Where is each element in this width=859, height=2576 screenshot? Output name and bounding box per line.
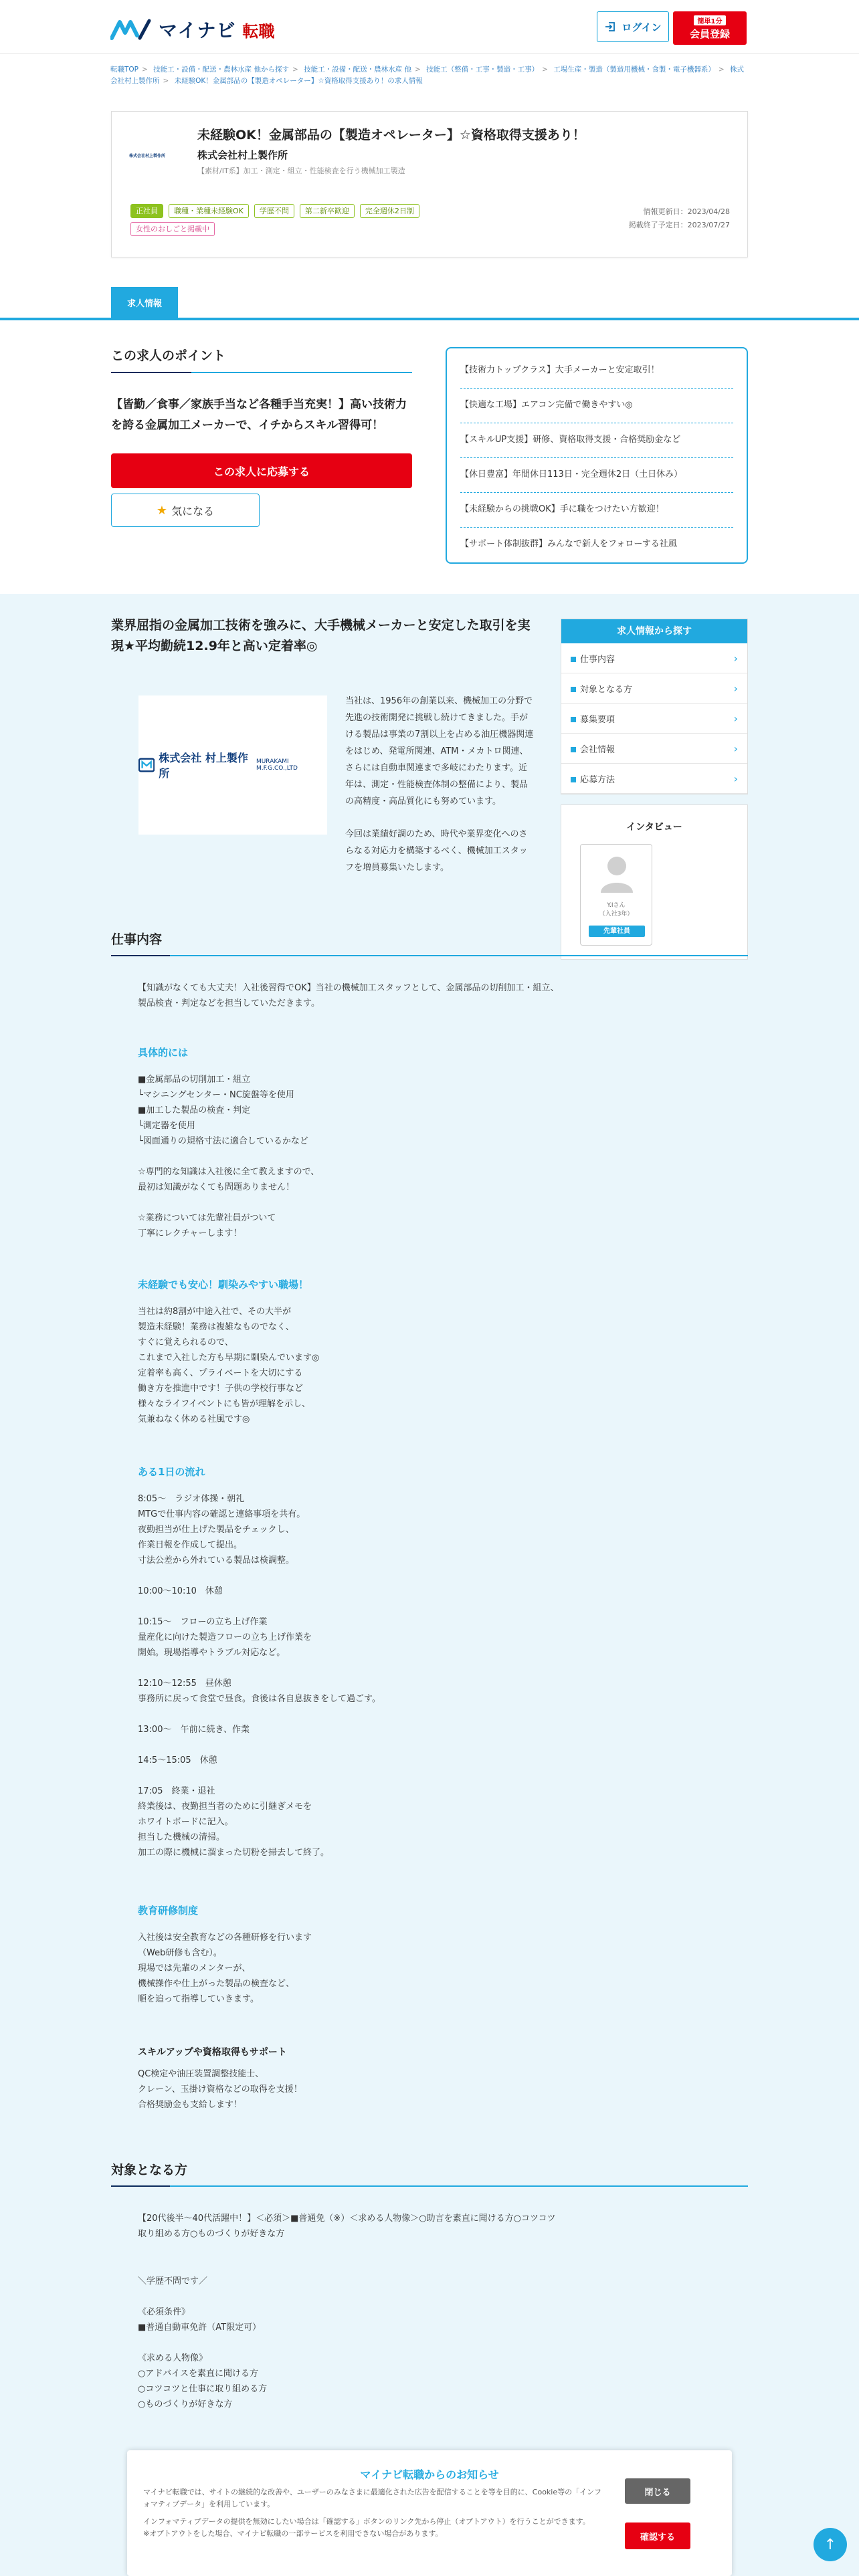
company-image <box>138 695 327 835</box>
cookie-title: マイナビ転職からのお知らせ <box>360 2468 499 2481</box>
side-nav <box>561 619 748 794</box>
star-icon: ★ <box>156 503 168 518</box>
chevron-right-icon: › <box>733 681 738 695</box>
intro-paragraph: 当社は、1956年の創業以来、機械加工の分野で先進の技術開発に挑戦し続けてきました。手がける製品は事業の7割以上を占める油圧機器関連をはじめ、発電所関連、ATM・メカトロ関連、さらには自動車関連まで多岐にわたります。近年は、測定・性能検査体制の整備により、製品の高精度・高品質化にも努めています。 <box>345 696 534 807</box>
breadcrumb-item[interactable]: 転職TOP <box>110 66 139 74</box>
work-sub-title: 具体的には <box>138 1047 189 1059</box>
intro-text <box>345 693 534 876</box>
target-divider <box>111 2185 748 2187</box>
work-sub-body: 入社後は安全教育などの各種研修を行います （Web研修も含む）。 現場では先輩のメンターが、 機械操作や仕上がった製品の検査など、 順を追って指導していきます。 <box>138 1933 312 2004</box>
side-nav-item-requirements[interactable]: 募集要項 › <box>561 704 747 734</box>
work-sub-title: ある1日の流れ <box>138 1466 205 1478</box>
tag: 第二新卒歓迎 <box>300 204 355 218</box>
work-divider <box>111 955 748 956</box>
tag: 学歴不問 <box>254 204 294 218</box>
register-label: 会員登録 <box>689 28 730 40</box>
target-title: 対象となる方 <box>111 2163 188 2177</box>
intro-headline-wrap <box>111 615 533 657</box>
cookie-close-button[interactable]: 閉じる <box>625 2478 690 2504</box>
work-sub-body: QC検定や油圧装置調整技能士、 クレーン、玉掛け資格などの取得を支援！ 合格奨励金も支給します！ <box>138 2069 302 2110</box>
chevron-right-icon: › <box>733 712 738 725</box>
tag[interactable]: 女性のおしごと掲載中 <box>130 222 215 236</box>
point-item: 【快適な工場】エアコン完備で働きやすい◎ <box>460 389 733 423</box>
company-name[interactable]: 株式会社村上製作所 <box>197 149 288 161</box>
site-header <box>0 0 859 53</box>
favorite-label: 気になる <box>171 504 215 518</box>
tag: 正社員 <box>130 204 163 218</box>
breadcrumb-item[interactable]: 技能工・設備・配送・農林水産 他から探す <box>153 66 290 74</box>
job-category: 【素材/IT系】加工・測定・組立・性能検査を行う機械加工製造 <box>197 167 405 175</box>
side-nav-item-apply[interactable]: 応募方法 › <box>561 764 747 794</box>
target-lead: 【20代後半～40代活躍中！】＜必須＞■普通免（※）＜求める人物像＞○助言を素直に聞ける方○コツコツ取り組める方○ものづくりが好きな方 <box>138 2214 556 2239</box>
work-sub-body: 当社は約8割が中途入社で、その大半が 製造未経験！業務は複雑なものでなく、 すぐに覚えられるので、 これまで入社した方も早期に馴染んでいます◎ 定着率も高く、プライベートを大切にする 働き方を推進中です！子供の学校行事など 様々なライフイベントにも皆が理解を示し、 気兼ねなく休める社風です◎ <box>138 1307 320 1424</box>
side-nav-title: 求人情報から探す <box>561 619 747 643</box>
breadcrumb-item[interactable]: 工場生産・製造（製造用機械・食製・電子機器系） <box>553 66 715 74</box>
interview-title: インタビュー <box>626 822 682 833</box>
company-mark-icon <box>138 758 155 772</box>
avatar-icon <box>599 853 634 893</box>
company-image-logo: 株式会社 村上製作所 <box>159 752 248 780</box>
work-sub-title: 未経験でも安心！馴染みやすい職場！ <box>138 1279 309 1291</box>
job-summary-card <box>111 111 748 257</box>
points-divider <box>111 372 412 373</box>
side-nav-item-target[interactable]: 対象となる方 › <box>561 673 747 704</box>
work-sub-title: 教育研修制度 <box>138 1905 199 1917</box>
register-button[interactable] <box>673 11 747 45</box>
breadcrumb-current: 未経験OK！金属部品の【製造オペレーター】☆資格取得支援あり！の求人情報 <box>174 77 423 85</box>
date-updated: 情報更新日：2023/04/28 <box>643 207 730 216</box>
tag: 職種・業種未経験OK <box>169 204 249 218</box>
point-item: 【未経験からの挑戦OK】手に職をつけたい方歓迎！ <box>460 493 733 528</box>
interview-card[interactable] <box>580 844 652 946</box>
job-tags <box>130 204 505 236</box>
target-body: ＼学歴不問です／ 《必須条件》 ■普通自動車免許（AT限定可） 《求める人物像》 ○アドバイスを素直に聞ける方 ○コツコツと仕事に取り組める方 ○ものづくりが好きな方 <box>138 2276 268 2409</box>
cookie-confirm-button[interactable]: 確認する <box>625 2523 690 2549</box>
company-image-logo-en: MURAKAMI M.F.G.CO.,LTD <box>256 758 298 772</box>
back-to-top-button[interactable] <box>814 2528 847 2561</box>
interview-badge: 先輩社員 <box>589 926 645 937</box>
point-item: 【休日豊富】年間休日113日・完全週休2日（土日休み） <box>460 458 733 493</box>
cookie-paragraph: インフォマティブデータの提供を無効にしたい場合は「確認する」ボタンのリンク先から停止（オプトアウト）を行うことができます。 ※オプトアウトをした場合、マイナビ転職の一部サービスを利用できない場合があります。 <box>143 2517 590 2538</box>
point-item: 【技術力トップクラス】大手メーカーと安定取引！ <box>460 354 733 389</box>
side-nav-item-work[interactable]: 仕事内容 › <box>561 643 747 673</box>
login-label: ログイン <box>622 21 662 33</box>
point-item: 【スキルUP支援】研修、資格取得支援・合格奨励金など <box>460 423 733 458</box>
work-title: 仕事内容 <box>111 932 163 947</box>
chevron-right-icon: › <box>733 651 738 665</box>
login-icon <box>604 21 616 33</box>
cookie-paragraph: マイナビ転職では、サイトの継続的な改善や、ユーザーのみなさまに最適化された広告を配信することを等を目的に、Cookie等の「インフォマティブデータ」を利用しています。 <box>143 2488 602 2508</box>
tab-bar <box>0 287 859 320</box>
mynavi-logo-icon <box>110 18 152 41</box>
interview-box <box>561 804 748 960</box>
favorite-button[interactable] <box>111 494 260 527</box>
interview-name: Y.Iさん （入社3年） <box>599 902 634 918</box>
points-title: この求人のポイント <box>111 348 226 363</box>
work-lead: 【知識がなくても大丈夫！入社後習得でOK】当社の機械加工スタッフとして、金属部品の切削加工・組立、製品検査・判定などを担当していただきます。 <box>138 983 559 1008</box>
chevron-right-icon: › <box>733 742 738 755</box>
work-sub-body: ■金属部品の切削加工・組立 └マシニングセンター・NC旋盤等を使用 ■加工した製品の検査・判定 └測定器を使用 └図面通りの規格寸法に適合しているかなど ☆専門的な知識は入社後に全て教えますので、 最初は知識がなくても問題ありません！ ☆業務については先輩社員がついて 丁寧にレクチャーします！ <box>138 1075 320 1239</box>
cookie-banner <box>127 2450 732 2576</box>
brand-name: マイナビ <box>159 19 236 41</box>
side-nav-item-company[interactable]: 会社情報 › <box>561 734 747 764</box>
job-title: 未経験OK！金属部品の【製造オペレーター】☆資格取得支援あり！ <box>197 128 585 142</box>
breadcrumb-item[interactable]: 技能工・設備・配送・農林水産 他 <box>304 66 412 74</box>
job-dates <box>629 205 730 232</box>
login-button[interactable] <box>597 11 669 42</box>
site-logo[interactable] <box>110 16 274 43</box>
company-logo: 株式会社村上製作所 <box>129 153 166 158</box>
apply-button[interactable]: この求人に応募する <box>111 453 412 488</box>
intro-paragraph: 今回は業績好調のため、時代や業界変化へのさらなる対応力を構築するべく、機械加工スタッフを増員募集いたします。 <box>345 829 528 873</box>
points-list <box>446 347 748 564</box>
tab-job-info[interactable]: 求人情報 <box>111 287 178 318</box>
date-end: 掲載終了予定日：2023/07/27 <box>628 221 730 229</box>
work-sub-body: 8:05～ ラジオ体操・朝礼 MTGで仕事内容の確認と連絡事項を共有。 夜勤担当が仕上げた製品をチェックし、 作業日報を作成して提出。 寸法公差から外れている製品は検調整。 10:00～10:10 休憩 10:15～ フローの立ち上げ作業 量産化に向けた製造フローの立ち上げ作業を 開始。現場指導やトラブル対応など。 12:10～12:55 昼休憩 事務所に戻って食堂で昼食。食後は各自息抜きをして過ごす。 13:00～ 午前に続き、作業 14:5～15:05 休憩 17:05 終業・退社 終業後は、夜勤担当者のために引継ぎメモを ホワイトボードに記入。 担当した機械の清掃。 加工の際に機械に溜まった切粉を掃去して終了。 <box>138 1494 381 1858</box>
breadcrumb: 転職TOP > 技能工・設備・配送・農林水産 他から探す > 技能工・設備・配送・農林水産 他 > 技能工（整備・工事・製造・工事） > 工場生産・製造（製造用機械・食製・電子機器系） > 株式会社村上製作所 > 未経験OK！金属部品の【製造オペレーター】☆資格取得支援あり！の求人情報 <box>110 66 744 85</box>
breadcrumb-item[interactable]: 技能工（整備・工事・製造・工事） <box>426 66 539 74</box>
arrow-up-icon: ↑ <box>824 2536 837 2553</box>
work-sub-title: スキルアップや資格取得もサポート <box>138 2047 287 2058</box>
breadcrumb-item[interactable]: 株式会社村上製作所 <box>110 66 744 85</box>
point-item: 【サポート体制抜群】みんなで新人をフォローする社風 <box>460 539 677 549</box>
cookie-text <box>143 2486 605 2545</box>
register-small: 簡単1分 <box>694 15 727 25</box>
chevron-right-icon: › <box>733 772 738 785</box>
brand-sub: 転職 <box>242 21 275 41</box>
points-text: 【皆勤／食事／家族手当など各種手当充実！】高い技術力を誇る金属加工メーカーで、イチからスキル習得可！ <box>111 398 407 432</box>
tag: 完全週休2日制 <box>360 204 419 218</box>
intro-headline: 業界屈指の金属加工技術を強みに、大手機械メーカーと安定した取引を実現★平均勤続12.9年と高い定着率◎ <box>111 618 531 653</box>
